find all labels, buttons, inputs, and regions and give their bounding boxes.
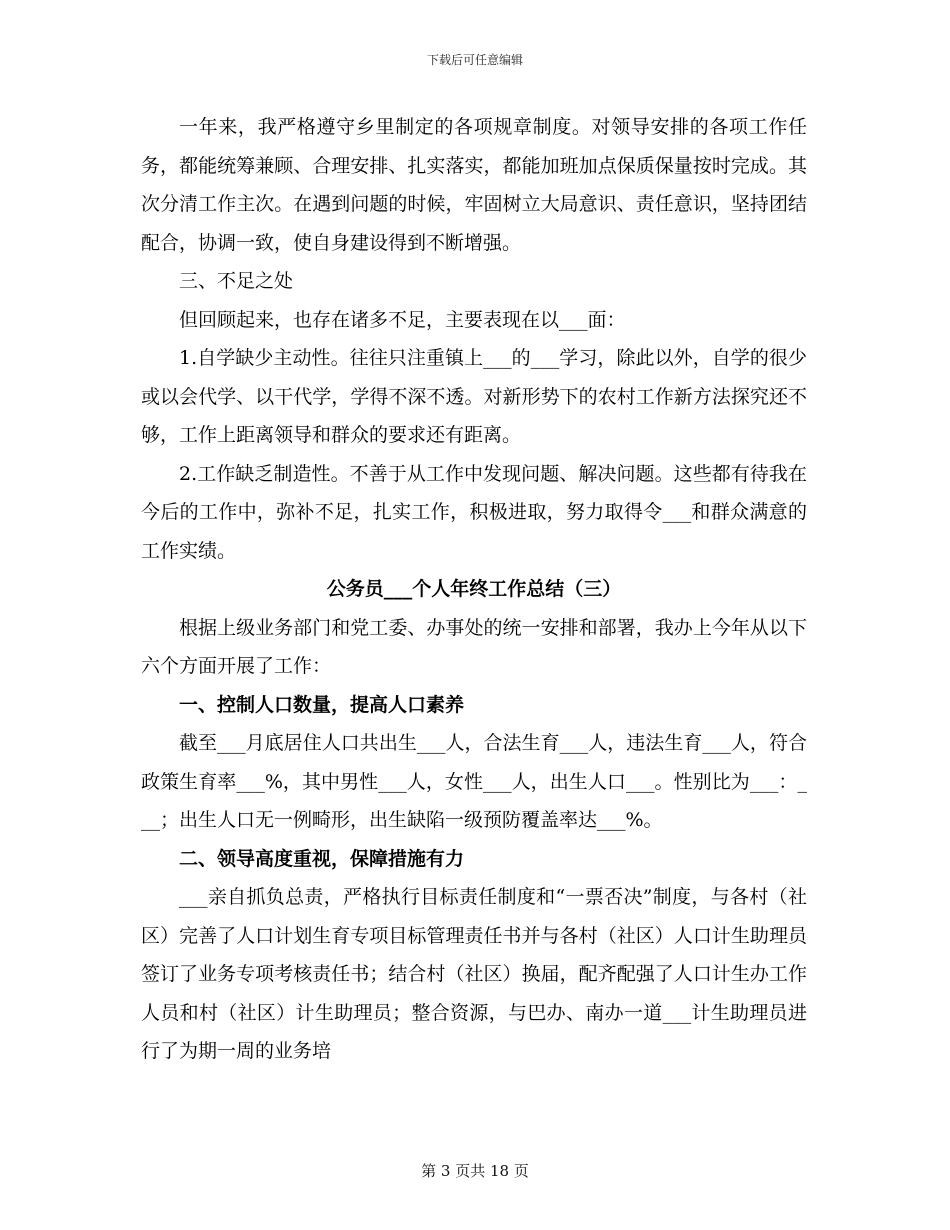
paragraph-intro-summary: 一年来，我严格遵守乡里制定的各项规章制度。对领导安排的各项工作任务，都能统筹兼顾、合理安排、扎实落实，都能加班加点保质保量按时完成。其次分清工作主次。在遇到问题的时候，牢固树立大局意识、责任意识，坚持团结配合，协调一致，使自身建设得到不断增强。 xyxy=(141,116,807,254)
paragraph-shortcoming-2: 2.工作缺乏制造性。不善于从工作中发现问题、解决问题。这些都有待我在今后的工作中，弥补不足，扎实工作，积极进取，努力取得令___和群众满意的工作实绩。 xyxy=(141,462,807,562)
paragraph-leadership-measures: ___亲自抓负总责，严格执行目标责任制度和“一票否决”制度，与各村（社区）完善了人口计划生育专项目标管理责任书并与各村（社区）人口计生助理员签订了业务专项考核责任书；结合村（社区）换届，配齐配强了人口计生办工作人员和村（社区）计生助理员；整合资源，与巴办、南办一道___计生助理员进行了为期一周的业务培 xyxy=(141,886,807,1062)
paragraph-shortcoming-1: 1.自学缺少主动性。往往只注重镇上___的___学习，除此以外，自学的很少或以会代学、以干代学，学得不深不透。对新形势下的农村工作新方法探究还不够，工作上距离领导和群众的要求还有距离。 xyxy=(141,347,807,446)
document-body xyxy=(141,108,807,1071)
page-header: 下载后可任意编辑 xyxy=(426,53,523,67)
heading-leadership: 二、领导高度重视，保障措施有力 xyxy=(179,847,465,870)
heading-shortcomings: 三、不足之处 xyxy=(179,270,294,292)
page-footer: 第 3 页共 18 页 xyxy=(421,1162,529,1180)
section-title: 公务员___个人年终工作总结（三） xyxy=(326,578,622,600)
heading-population-control: 一、控制人口数量，提高人口素养 xyxy=(179,693,465,716)
paragraph-shortcomings-intro: 但回顾起来，也存在诸多不足，主要表现在以___面： xyxy=(179,308,626,331)
paragraph-overview: 根据上级业务部门和党工委、办事处的统一安排和部署，我办上今年从以下六个方面开展了工作： xyxy=(141,616,807,677)
paragraph-population-stats: 截至___月底居住人口共出生___人，合法生育___人，违法生育___人，符合政策生育率___%，其中男性___人，女性___人，出生人口___。性别比为___：___；出生人口无一例畸形，出生缺陷一级预防覆盖率达___%。 xyxy=(141,732,807,831)
